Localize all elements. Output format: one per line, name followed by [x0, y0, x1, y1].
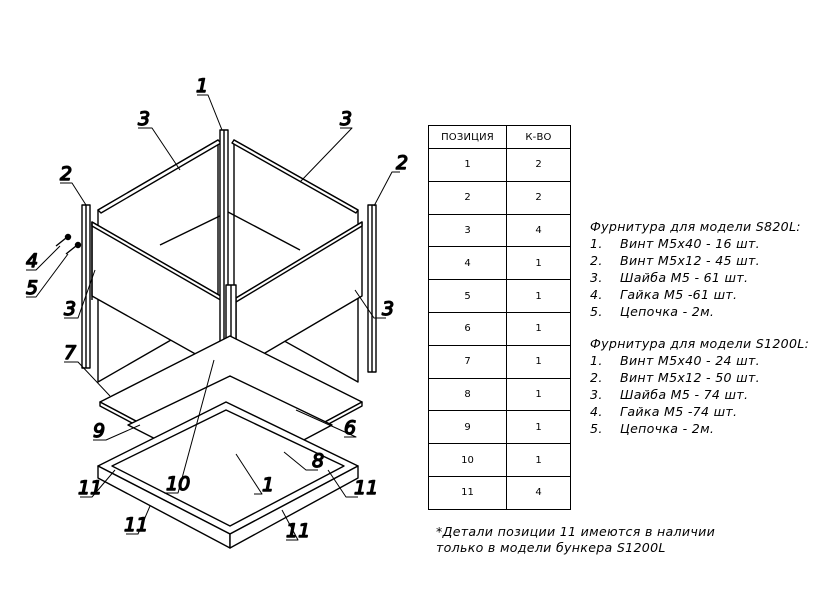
- column-header-quantity: К-ВО: [507, 126, 571, 149]
- table-cell: 1: [507, 345, 571, 378]
- side-post-right: [368, 205, 376, 372]
- list-item-text: Цепочка - 2м.: [620, 421, 715, 436]
- list-item-text: Винт М5х12 - 45 шт.: [620, 253, 760, 268]
- hardware-list-title: Фурнитура для модели S1200L:: [590, 336, 810, 351]
- list-item-text: Шайба М5 - 74 шт.: [620, 387, 749, 402]
- table-cell: 1: [507, 247, 571, 280]
- callout-8: 8: [312, 450, 325, 472]
- callout-3: 3: [382, 298, 395, 320]
- table-cell: 1: [507, 444, 571, 477]
- table-row: [429, 312, 571, 345]
- list-item: [590, 386, 809, 403]
- list-item-number: 2.: [590, 370, 603, 385]
- callout-1: 1: [196, 75, 209, 97]
- callout-1: 1: [262, 474, 275, 496]
- hardware-list-title: Фурнитура для модели S820L:: [590, 219, 801, 234]
- table-cell: 8: [429, 378, 507, 411]
- list-item-number: 2.: [590, 253, 603, 268]
- table-cell: 7: [429, 345, 507, 378]
- list-item: [590, 420, 809, 437]
- parts-quantity-table: [428, 125, 571, 510]
- footnote: [436, 524, 715, 556]
- footnote-line: только в модели бункера S1200L: [436, 540, 666, 555]
- table-cell: 4: [507, 476, 571, 509]
- list-item-number: 1.: [590, 353, 603, 368]
- list-item: [590, 286, 801, 303]
- table-row: [429, 181, 571, 214]
- list-item-text: Цепочка - 2м.: [620, 304, 715, 319]
- list-item: [590, 235, 801, 252]
- table-cell: 1: [507, 280, 571, 313]
- table-cell: 2: [429, 181, 507, 214]
- list-item-number: 5.: [590, 421, 603, 436]
- table-cell: 6: [429, 312, 507, 345]
- callout-11: 11: [354, 477, 379, 499]
- table-row: [429, 214, 571, 247]
- list-item-text: Винт М5х12 - 50 шт.: [620, 370, 760, 385]
- list-item: [590, 252, 801, 269]
- list-item-text: Гайка М5 -74 шт.: [620, 404, 738, 419]
- callout-2: 2: [396, 152, 409, 174]
- callout-4: 4: [26, 250, 39, 272]
- table-cell: 1: [507, 411, 571, 444]
- list-item-number: 4.: [590, 404, 603, 419]
- table-cell: 5: [429, 280, 507, 313]
- table-row: [429, 345, 571, 378]
- table-cell: 2: [507, 181, 571, 214]
- list-item: [590, 269, 801, 286]
- list-item: [590, 369, 809, 386]
- table-cell: 11: [429, 476, 507, 509]
- list-item-text: Винт М5х40 - 24 шт.: [620, 353, 760, 368]
- list-item: [590, 352, 809, 369]
- callout-3: 3: [64, 298, 77, 320]
- table-cell: 4: [429, 247, 507, 280]
- callout-7: 7: [64, 342, 77, 364]
- table-cell: 2: [507, 149, 571, 182]
- list-item-text: Гайка М5 -61 шт.: [620, 287, 738, 302]
- table-header-row: [429, 126, 571, 149]
- table-row: [429, 280, 571, 313]
- table-row: [429, 476, 571, 509]
- callout-6: 6: [344, 417, 357, 439]
- list-item-text: Шайба М5 - 61 шт.: [620, 270, 749, 285]
- callout-11: 11: [78, 477, 103, 499]
- callout-5: 5: [26, 277, 39, 299]
- list-item-number: 3.: [590, 270, 603, 285]
- table-cell: 3: [429, 214, 507, 247]
- table-row: [429, 149, 571, 182]
- table-row: [429, 378, 571, 411]
- table-row: [429, 247, 571, 280]
- table-cell: 1: [507, 378, 571, 411]
- callout-3: 3: [340, 108, 353, 130]
- hardware-list-s820: [590, 218, 801, 320]
- hardware-list-s1200: [590, 335, 809, 437]
- table-cell: 1: [507, 312, 571, 345]
- callout-2: 2: [60, 163, 73, 185]
- table-cell: 10: [429, 444, 507, 477]
- table-row: [429, 444, 571, 477]
- callout-11: 11: [286, 520, 311, 542]
- table-cell: 4: [507, 214, 571, 247]
- callout-10: 10: [166, 473, 191, 495]
- column-header-position: ПОЗИЦИЯ: [429, 126, 507, 149]
- callout-11: 11: [124, 514, 149, 536]
- callout-3: 3: [138, 108, 151, 130]
- screw-icon: [56, 235, 81, 255]
- list-item-text: Винт М5х40 - 16 шт.: [620, 236, 760, 251]
- list-item-number: 1.: [590, 236, 603, 251]
- footnote-line: *Детали позиции 11 имеются в наличии: [436, 524, 716, 539]
- list-item: [590, 403, 809, 420]
- list-item-number: 5.: [590, 304, 603, 319]
- callout-9: 9: [93, 420, 106, 442]
- table-cell: 1: [429, 149, 507, 182]
- list-item: [590, 303, 801, 320]
- list-item-number: 4.: [590, 287, 603, 302]
- list-item-number: 3.: [590, 387, 603, 402]
- table-row: [429, 411, 571, 444]
- table-cell: 9: [429, 411, 507, 444]
